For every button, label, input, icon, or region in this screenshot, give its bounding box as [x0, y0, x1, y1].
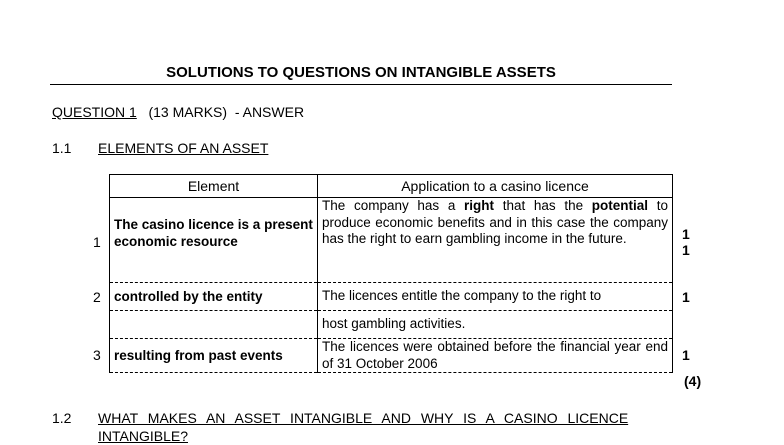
element-cell	[110, 311, 318, 339]
question-label: QUESTION 1	[52, 104, 137, 120]
table-header-row	[110, 175, 673, 198]
question-marks: (13 MARKS)	[148, 104, 228, 120]
application-cell	[318, 198, 673, 283]
mark-value: 1	[682, 242, 690, 258]
row-number: 2	[93, 289, 101, 305]
table-row	[110, 311, 673, 339]
text-span: right	[464, 198, 495, 213]
page-title: SOLUTIONS TO QUESTIONS ON INTANGIBLE ASSETS	[50, 62, 672, 85]
text-span: potential	[591, 198, 649, 213]
mark-value: 1	[682, 289, 690, 305]
question-suffix: - ANSWER	[234, 104, 305, 120]
element-cell: The casino licence is a present economic resource	[110, 198, 318, 283]
section-number: 1.2	[52, 410, 72, 426]
question-heading	[52, 103, 304, 121]
element-cell: resulting from past events	[110, 339, 318, 373]
text-span: to produce economic benefits and in this case the company has the right to earn gambling income in the future.	[322, 198, 668, 246]
section-title: WHAT MAKES AN ASSET INTANGIBLE AND WHY IS A CASINO LICENCE INTANGIBLE?	[98, 410, 629, 444]
elements-table	[109, 174, 673, 373]
table-row	[110, 339, 673, 373]
row-number: 1	[93, 234, 101, 250]
total-marks: (4)	[684, 373, 702, 389]
mark-value: 1	[682, 226, 690, 242]
text-span: The company has a	[322, 198, 465, 213]
application-cell: The licences were obtained before the financial year end of 31 October 2006	[318, 339, 673, 373]
section-title: ELEMENTS OF AN ASSET	[98, 140, 269, 156]
section-number: 1.1	[52, 140, 72, 156]
table-row	[110, 198, 673, 283]
application-cell: The licences entitle the company to the right to	[318, 283, 673, 311]
application-cell: host gambling activities.	[318, 311, 673, 339]
table-row	[110, 283, 673, 311]
column-header-application: Application to a casino licence	[318, 175, 673, 198]
text-span: that has the	[494, 198, 592, 213]
row-number: 3	[93, 347, 101, 363]
element-cell: controlled by the entity	[110, 283, 318, 311]
column-header-element: Element	[110, 175, 318, 198]
mark-value: 1	[682, 347, 690, 363]
